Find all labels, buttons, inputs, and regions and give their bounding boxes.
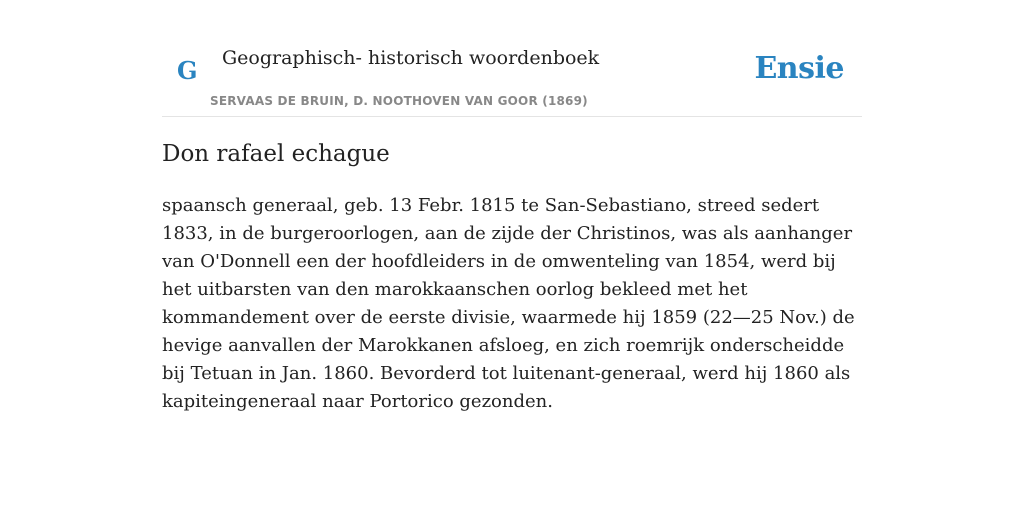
book-header [162, 0, 862, 117]
entry-body: spaansch generaal, geb. 13 Febr. 1815 te San-Sebastiano, streed sedert 1833, in de burgeroorlogen, aan de zijde der Christinos, was als aanhanger van O'Donnell een der hoofdleiders in de omwenteling van 1854, werd bij het uitbarsten van den marokkaanschen oorlog bekleed met het kommandement over de eerste divisie, waarmede hij 1859 (22—25 Nov.) de hevige aanvallen der Marokkanen afsloeg, en zich roemrijk onderscheidde bij Tetuan in Jan. 1860. Bevorderd tot luitenant-generaal, werd hij 1860 als kapiteingeneraal naar Portorico gezonden. [162, 195, 855, 412]
ensie-logo[interactable]: Ensie [754, 51, 844, 86]
book-author: SERVAAS DE BRUIN, D. NOOTHOVEN VAN GOOR (1869) [210, 94, 588, 108]
entry-title: Don rafael echague [162, 141, 390, 167]
book-title-link[interactable]: Geographisch- historisch woordenboek [222, 47, 600, 69]
book-logo-letter[interactable]: G [177, 56, 198, 85]
